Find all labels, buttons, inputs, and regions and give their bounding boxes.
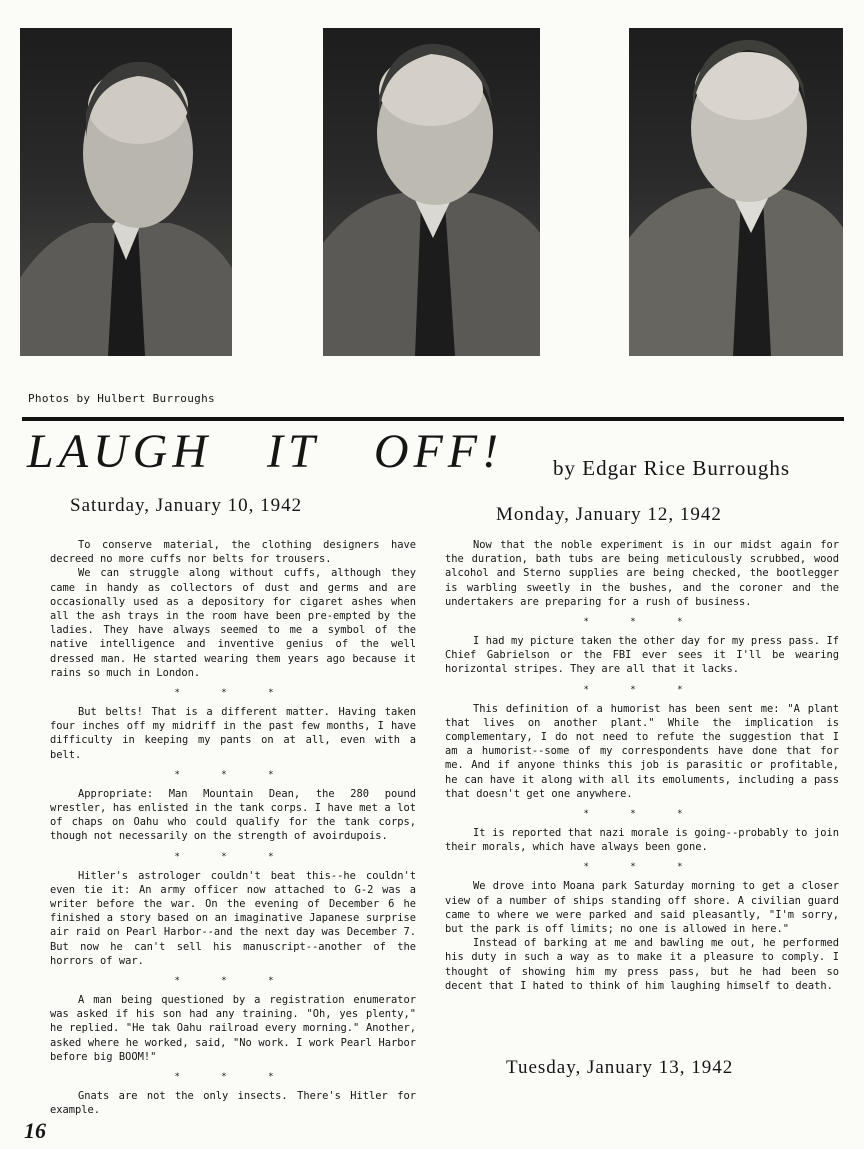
date-saturday: Saturday, January 10, 1942 [70,495,303,516]
photo-right [629,28,843,356]
separator: * * * [583,809,701,820]
article-title: LAUGH IT OFF! [27,425,504,478]
separator: * * * [174,688,292,699]
paragraph: But belts! That is a different matter. Having taken four inches off my midriff in the past few months, I have difficulty in keeping my pants on at all, even with a belt. [50,706,416,761]
paragraph: It is reported that nazi morale is going--probably to join their morals, which have always been gone. [445,827,839,854]
paragraph: Gnats are not the only insects. There's Hitler for example. [50,1090,416,1117]
paragraph: Hitler's astrologer couldn't beat this--he couldn't even tie it: An army officer now attached to G-2 was a writer before the war. On the evening of December 6 he finished a story based on an imaginative Japanese surprise air raid on Pearl Harbor--and the next day was December 7. But now he can't sell his manuscript--another of the horrors of war. [50,869,416,967]
paragraph: A man being questioned by a registration enumerator was asked if his son had any training. "Oh, yes plenty," he replied. "He tak Oahu railroad every morning." Another, asked where he worked, said, "No work. I work Pearl Harbor before big BOOM!" [50,994,416,1063]
title-rule [22,417,844,421]
column-left [50,538,416,1126]
separator: * * * [174,769,292,780]
page-number: 16 [24,1118,46,1143]
paragraph: To conserve material, the clothing designers have decreed no more cuffs nor belts for trousers. [50,539,416,566]
paragraph: We can struggle along without cuffs, although they came in handy as collectors of dust and germs and are occasionally used as a depository for cigaret ashes when all the ash trays in the room have been pre-empted by the ladies. They have always seemed to me a symbol of the native intelligence and inventive genius of the well dressed man. He started wearing them years ago because it rains so much in London. [50,567,416,679]
photo-left [20,28,232,356]
photo-center [323,28,540,356]
date-monday: Monday, January 12, 1942 [496,504,722,525]
paragraph: I had my picture taken the other day for my press pass. If Chief Gabrielson or the FBI ever sees it I'll be wearing horizontal stripes. They are all that it lacks. [445,635,839,676]
paragraph: Instead of barking at me and bawling me out, he performed his duty in such a way as to make it a pleasure to comply. I thought of showing him my press pass, but he had been so decent that I hated to think of him laughing himself to death. [445,937,839,992]
separator: * * * [174,851,292,862]
date-tuesday: Tuesday, January 13, 1942 [506,1057,734,1078]
paragraph: This definition of a humorist has been sent me: "A plant that lives on another plant." While the implication is complementary, I do not need to refute the suggestion that I am a humorist--some of my correspondents have done that for me. And if anyone thinks this job is parasitic or profitable, he can have it along with all its emoluments, including a pass that doesn't get one anywhere. [445,702,839,800]
separator: * * * [583,684,701,695]
column-right [445,538,839,1001]
separator: * * * [174,976,292,987]
paragraph: We drove into Moana park Saturday morning to get a closer view of a number of ships standing off shore. A civilian guard came to where we were parked and said pleasantly, "I'm sorry, but the park is off limits; no one is allowed in here." [445,880,839,936]
separator: * * * [583,862,701,873]
separator: * * * [583,617,701,628]
photo-credit: Photos by Hulbert Burroughs [28,392,215,405]
separator: * * * [174,1072,292,1083]
paragraph: Now that the noble experiment is in our midst again for the duration, bath tubs are being meticulously scrubbed, wood alcohol and Sterno supplies are being checked, the bootlegger is warbling sweetly in the bushes, and the coroner and the undertakers are preparing for a rush of business. [445,539,839,608]
paragraph: Appropriate: Man Mountain Dean, the 280 pound wrestler, has enlisted in the tank corps. I have met a lot of chaps on Oahu who could qualify for the tank corps, though not necessarily on the strength of avoirdupois. [50,787,416,843]
byline: by Edgar Rice Burroughs [553,456,791,480]
